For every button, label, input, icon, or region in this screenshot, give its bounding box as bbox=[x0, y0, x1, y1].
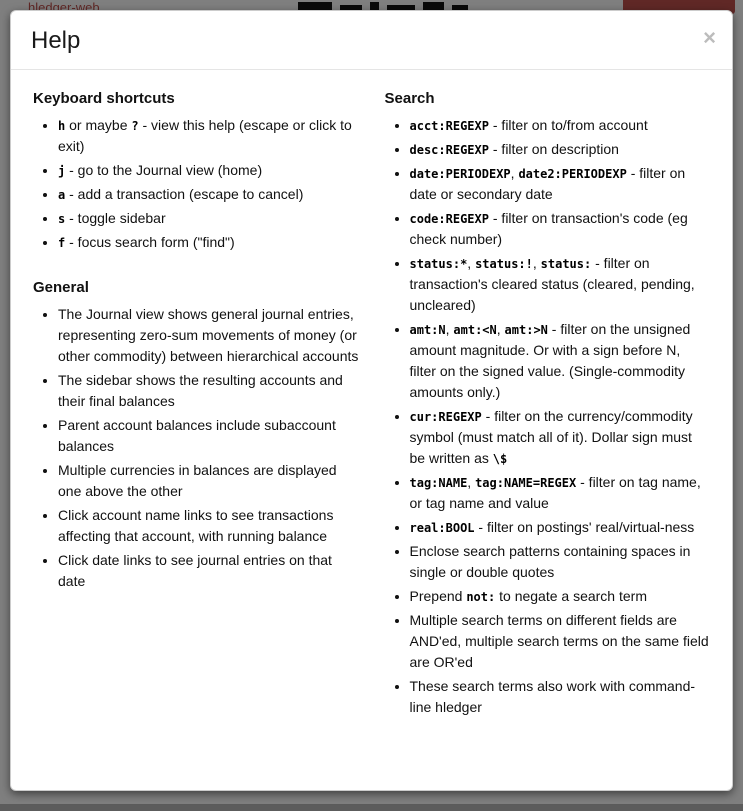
list-item bbox=[410, 253, 711, 316]
text-segment: Enclose search patterns containing spaces in single or double quotes bbox=[409, 542, 691, 580]
text-segment: - filter on the unsigned amount magnitude. Or with a sign before N, filter on the signed value. (Single-commodity amounts only.) bbox=[409, 320, 691, 400]
section-list bbox=[33, 115, 359, 253]
list-item bbox=[410, 610, 711, 673]
code-token: desc:REGEXP bbox=[409, 142, 489, 157]
code-token: s bbox=[58, 211, 66, 226]
text-segment: , bbox=[496, 320, 505, 337]
list-item bbox=[410, 319, 711, 403]
text-segment: - filter on postings' real/virtual-ness bbox=[474, 518, 695, 535]
code-token: h bbox=[58, 118, 66, 133]
code-token: not: bbox=[466, 589, 496, 604]
code-token: \$ bbox=[492, 451, 508, 466]
text-segment: - toggle sidebar bbox=[65, 209, 166, 226]
section-list bbox=[385, 115, 711, 718]
code-token: amt:<N bbox=[453, 322, 497, 337]
section-heading: General bbox=[33, 278, 89, 296]
list-item bbox=[58, 460, 359, 502]
code-token: status:* bbox=[409, 256, 468, 271]
help-column-right bbox=[385, 90, 711, 721]
modal-body bbox=[11, 70, 732, 741]
close-icon[interactable]: × bbox=[699, 23, 720, 53]
list-item bbox=[58, 505, 359, 547]
list-item bbox=[410, 163, 711, 205]
list-item bbox=[58, 184, 359, 205]
list-item bbox=[410, 517, 711, 538]
text-segment: Click date links to see journal entries on that date bbox=[58, 551, 332, 589]
list-item bbox=[58, 208, 359, 229]
text-segment: These search terms also work with command-line hledger bbox=[409, 677, 696, 715]
code-token: tag:NAME bbox=[409, 475, 468, 490]
text-segment: - filter on transaction's cleared status (cleared, pending, uncleared) bbox=[409, 254, 695, 313]
text-segment: to negate a search term bbox=[495, 587, 647, 604]
list-item bbox=[58, 160, 359, 181]
code-token: f bbox=[58, 235, 66, 250]
list-item bbox=[410, 208, 711, 250]
text-segment: , bbox=[467, 473, 476, 490]
list-item bbox=[58, 304, 359, 367]
text-segment: - filter on description bbox=[488, 140, 619, 157]
text-segment: - filter on tag name, or tag name and value bbox=[409, 473, 701, 511]
text-segment: - filter on transaction's code (eg check number) bbox=[409, 209, 688, 247]
list-item bbox=[410, 406, 711, 469]
section-heading: Keyboard shortcuts bbox=[33, 89, 175, 107]
text-segment: - go to the Journal view (home) bbox=[65, 161, 263, 178]
text-segment: - add a transaction (escape to cancel) bbox=[65, 185, 304, 202]
code-token: date:PERIODEXP bbox=[409, 166, 511, 181]
section-list bbox=[33, 304, 359, 592]
text-segment: , bbox=[532, 254, 541, 271]
text-segment: - view this help (escape or click to exit) bbox=[58, 116, 352, 154]
list-item bbox=[410, 139, 711, 160]
help-modal bbox=[10, 10, 733, 791]
list-item bbox=[410, 541, 711, 583]
text-segment: Parent account balances include subaccount balances bbox=[58, 416, 336, 454]
modal-title: Help bbox=[31, 27, 81, 54]
text-segment: or maybe bbox=[65, 116, 132, 133]
code-token: j bbox=[58, 163, 66, 178]
code-token: cur:REGEXP bbox=[409, 409, 482, 424]
text-segment: Multiple currencies in balances are displayed one above the other bbox=[58, 461, 337, 499]
text-segment: , bbox=[445, 320, 454, 337]
code-token: acct:REGEXP bbox=[409, 118, 489, 133]
list-item bbox=[58, 370, 359, 412]
code-token: a bbox=[58, 187, 66, 202]
text-segment: - filter on the currency/commodity symbol (must match all of it). Dollar sign must be written as bbox=[409, 407, 693, 466]
code-token: date2:PERIODEXP bbox=[518, 166, 627, 181]
text-segment: - focus search form ("find") bbox=[65, 233, 235, 250]
list-item bbox=[410, 676, 711, 718]
text-segment: Click account name links to see transactions affecting that account, with running balance bbox=[58, 506, 334, 544]
code-token: amt:>N bbox=[504, 322, 548, 337]
list-item bbox=[58, 232, 359, 253]
list-item bbox=[410, 586, 711, 607]
help-column-left bbox=[33, 90, 359, 721]
text-segment: Multiple search terms on different fields are AND'ed, multiple search terms on the same field are OR'ed bbox=[409, 611, 709, 670]
text-segment: The sidebar shows the resulting accounts and their final balances bbox=[58, 371, 343, 409]
code-token: tag:NAME=REGEX bbox=[475, 475, 577, 490]
text-segment: , bbox=[510, 164, 519, 181]
list-item bbox=[58, 415, 359, 457]
list-item bbox=[410, 472, 711, 514]
code-token: code:REGEXP bbox=[409, 211, 489, 226]
text-segment: The Journal view shows general journal entries, representing zero-sum movements of money (or other commodity) between hierarchical accounts bbox=[58, 305, 359, 364]
text-segment: , bbox=[467, 254, 476, 271]
text-segment: - filter on to/from account bbox=[488, 116, 648, 133]
list-item bbox=[58, 115, 359, 157]
modal-header bbox=[11, 11, 732, 70]
code-token: amt:N bbox=[409, 322, 446, 337]
text-segment: - filter on date or secondary date bbox=[409, 164, 686, 202]
code-token: real:BOOL bbox=[409, 520, 475, 535]
code-token: ? bbox=[131, 118, 139, 133]
code-token: status:! bbox=[475, 256, 533, 271]
list-item bbox=[58, 550, 359, 592]
section-heading: Search bbox=[384, 89, 435, 107]
list-item bbox=[410, 115, 711, 136]
code-token: status: bbox=[540, 256, 592, 271]
text-segment: Prepend bbox=[409, 587, 467, 604]
